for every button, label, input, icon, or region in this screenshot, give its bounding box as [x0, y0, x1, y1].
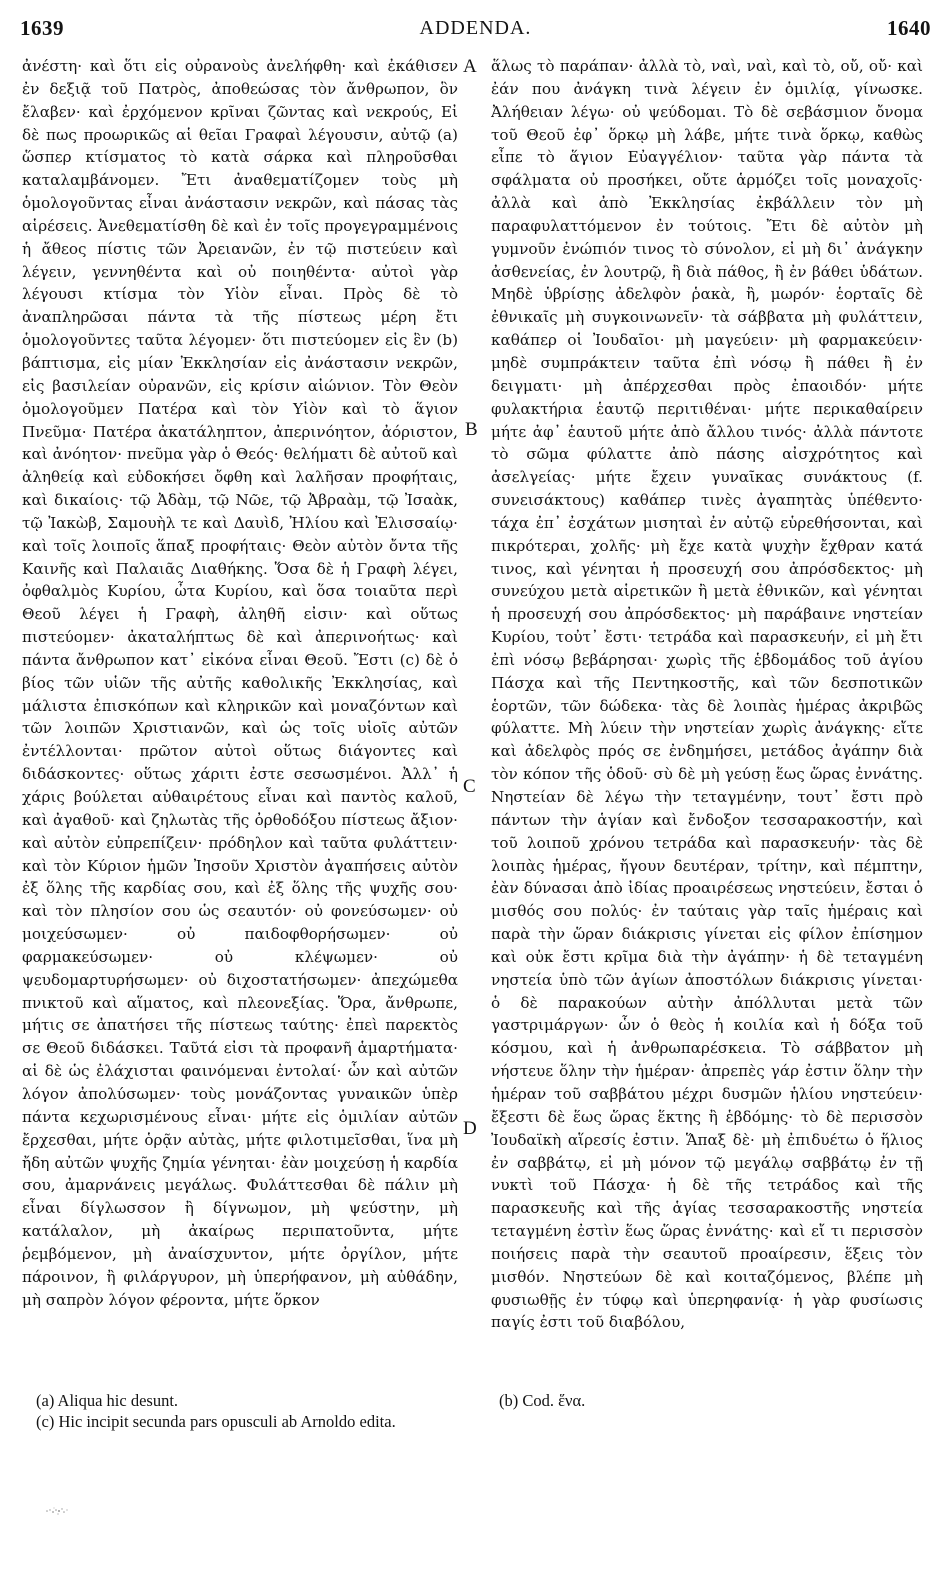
- section-marker-a: A: [463, 56, 477, 77]
- footnote-b: (b) Cod. ἕνα.: [499, 1391, 586, 1410]
- page-header: [20, 16, 931, 46]
- footnotes: [36, 1390, 916, 1432]
- section-marker-c: C: [463, 776, 476, 797]
- footnote-row-2: [36, 1411, 916, 1432]
- right-column-text: ἅλως τὸ παράπαν· ἀλλὰ τὸ, ναὶ, ναὶ, καὶ τὸ, οὔ, οὔ· καὶ ἐάν που ἀνάγκη τινὰ λέγειν ἐν ὁμιλίᾳ, γίνωσκε. Ἀλήθειαν λέγω· οὐ ψεύδομαι. Τὸ δὲ σεβάσμιον ὄνομα τοῦ Θεοῦ ἐφ᾽ ὅρκῳ μὴ λάβε, μήτε τινὰ ὅρκῳ, καθὼς εἶπε τὸ ἅγιον Εὐαγγέλιον· ταῦτα γὰρ πάντα τὰ σφάλματα οὐ προσήκει, οὔτε ἁρμόζει τοῖς μοναχοῖς· ἀλλὰ καὶ ἀπὸ Ἐκκλησίας ἐκβάλλειν τὸν μὴ παραφυλαττόμενον ἐν τούτοις. Ἔτι δὲ αὐτὸν μὴ γυμνοῦν ἐνώπιόν τινος τὸ σύνολον, εἰ μὴ δι᾽ ἀνάγκην ἀσθενείας, ἐν λουτρῷ, ἢ διὰ πάθος, ἢ ἐν βάθει ὑδάτων. Μηδὲ ὑβρίσῃς ἀδελφὸν ῥακὰ, ἢ, μωρόν· ἑορταῖς δὲ ἐθνικαῖς μὴ συγκοινωνεῖν· τὰ σάββατα μὴ φυλάττειν, καθάπερ οἱ Ἰουδαῖοι· μὴ μαγεύειν· μὴ φαρμακεύειν· μηδὲ συμπράκτειν ταῦτα ἐπὶ νόσῳ ἢ πάθει ἢ ἐν δειγματι· μὴ ἀπέρχεσθαι πρὸς ἐπαοιδόν· μήτε φυλακτήρια ἑαυτῷ περιτιθέναι· μήτε περικαθαίρειν μήτε ἀφ᾽ ἑαυτοῦ μήτε ἀπὸ ἄλλου τινός· ἀλλὰ πάντοτε τὸ σῶμα φύλαττε ἀπὸ πάσης αἰσχρότητος καὶ ἀσελγείας· μήτε ἔχειν γυναῖκας συνάκτους (f. συνεισάκτους) καθάπερ τινὲς ἀγαπητὰς ὑπέθεντο· τάχα ἐπ᾽ ἐσχάτων μισηταὶ ἐν αὐτῷ εὑρεθήσονται, καὶ πικρότεραι, χολῆς· μὴ ἔχε κατὰ ψυχὴν ἔχθραν κατά τινος, καὶ γένηται ἡ προσευχή σου ἀπρόσδεκτος· μὴ συνεύχου μετὰ αἱρετικῶν ἢ μετὰ ἐθνικῶν, καὶ γένηται ἡ προσευχή σου ἀπρόσδεκτος· μὴ παράβαινε νηστείαν Κυρίου, τοὐτ᾽ ἔστι· τετράδα καὶ παρασκευήν, εἰ μὴ ἔτι ἐπὶ νόσῳ βεβάρησαι· χωρὶς τῆς ἑβδομάδος τοῦ ἁγίου Πάσχα καὶ τῆς Πεντηκοστῆς, καὶ τῶν δεσποτικῶν ἑορτῶν, τῶν δώδεκα· τὰς δὲ λοιπὰς ἡμέρας ἀκριβῶς φύλαττε. Μὴ λύειν τὴν νηστείαν χωρὶς ἀνάγκης· εἴτε καὶ ἀδελφὸς πρός σε ἐνδημήσει, μετάδος ἀγάπην διὰ τὸν κόπον τῆς ὁδοῦ· σὺ δὲ μὴ γεύσῃ ἕως ὥρας ἐννάτης. Νηστείαν δὲ λέγω τὴν τεταγμένην, τουτ᾽ ἔστι πρὸ πάντων τὴν ἁγίαν καὶ ἔνδοξον τεσσαρακοστήν, καὶ τοῦ λοιποῦ χρόνου τετράδα καὶ παρασκευήν· τὰς δὲ λοιπὰς ἡμέρας, ἤγουν δευτέραν, τρίτην, καὶ πέμπτην, ἐὰν δύνασαι ἀπὸ ἰδίας προαιρέσεως νηστεύειν, ἔσται ὁ μισθός σου πολύς· ἐν ταύταις γὰρ ταῖς ἡμέραις καὶ παρὰ τὴν ὥραν διάκρισις γίνεται εἰς φίλον ἐπίσημον καὶ οὐκ ἔστι κρῖμα διὰ τὴν ἀγάπην· ἡ δὲ τεταγμένη νηστεία ὑπὸ τῶν ἁγίων ἀποστόλων διάκρισις γίνεται· ὁ δὲ παρακούων αὐτὴν ἀπόλλυται μετὰ τῶν γαστριμάργων· ὧν ὁ θεὸς ἡ κοιλία καὶ ἡ δόξα τοῦ κόσμου, καὶ ἡ ἀνθρωπαρέσκεια. Τὸ σάββατον μὴ νήστευε ὅλην τὴν ἡμέραν· ἀπρεπὲς γάρ ἐστιν ὅλην τὴν ἡμέραν τοῦ σαββάτου μέχρι δυσμῶν ἡλίου νηστεύειν· ἔξεστι δὲ ἕως ὥρας ἕκτης ἢ ἑβδόμης· τὸ δὲ περισσὸν Ἰουδαϊκὴ αἵρεσίς ἐστιν. Ἅπαξ δὲ· μὴ ἐπιδυέτω ὁ ἥλιος ἐν σαββάτῳ, εἰ μὴ μόνον τῷ μεγάλῳ σαββάτῳ ἐν τῇ νυκτὶ τοῦ Πάσχα· ἡ δὲ τῆς τετράδος καὶ τῆς παρασκευῆς καὶ τῆς ἁγίας τεσσαρακοστῆς νηστεία τεταγμένη ἐστὶν ἕως ὥρας ἐννάτης· καὶ εἴ τι περισσὸν ποιήσεις παρὰ τὴν σεαυτοῦ προαίρεσιν, ἕξεις τὸν μισθόν. Νηστεύων δὲ καὶ κοιταζόμενος, βλέπε μὴ φυσιωθῇς ἐν τύφῳ καὶ ὑπερηφανίᾳ· ἡ γὰρ φυσίωσις παγίς ἐστι τοῦ διαβόλου,: [491, 57, 923, 1332]
- left-column: [22, 55, 458, 1377]
- section-marker-d: D: [463, 1118, 477, 1139]
- footnote-c: (c) Hic incipit secunda pars opusculi ab Arnoldo edita.: [36, 1412, 396, 1431]
- right-column: [491, 55, 923, 1377]
- footnote-row-1: [36, 1390, 916, 1411]
- page-number-left: 1639: [20, 16, 64, 40]
- running-title: ADDENDA.: [419, 17, 532, 39]
- ink-smudge: [44, 1505, 70, 1517]
- footnote-a: (a) Aliqua hic desunt.: [36, 1391, 179, 1410]
- left-column-text: ἀνέστη· καὶ ὅτι εἰς οὐρανοὺς ἀνελήφθη· καὶ ἐκάθισεν ἐν δεξιᾷ τοῦ Πατρὸς, ἀποθεώσας τὸν ἄνθρωπον, ὃν ἔλαβεν· καὶ ἐρχόμενον κρῖναι ζῶντας καὶ νεκρούς, Εἰ δὲ πως προωρικῶς αἱ θεῖαι Γραφαὶ λέγουσιν, αὐτῷ (a) ὥσπερ κτίσματος τὸ κατὰ σάρκα καὶ πληροῦσθαι καταλαμβάνομεν. Ἔτι ἀναθεματίζομεν τοὺς μὴ ὁμολογοῦντας εἶναι ἀνάστασιν νεκρῶν, καὶ πάσας τὰς αἱρέσεις. Ἀνεθεματίσθη δὲ καὶ ἐν τοῖς προγεγραμμένοις ἡ ἄθεος πίστις τῶν Ἀρειανῶν, ἐν τῷ πιστεύειν καὶ λέγειν, γεννηθέντα καὶ οὐ ποιηθέντα· αὐτοὶ γὰρ λέγουσι κτίσμα τὸν Υἱὸν εἶναι. Πρὸς δὲ τὸ ἀναπληρῶσαι πάντα τὰ τῆς πίστεως μέρη ἔτι ὁμολογοῦντες ταῦτα λέγομεν· ὅτι πιστεύομεν εἰς ἓν (b) βάπτισμα, εἰς μίαν Ἐκκλησίαν εἰς ἀνάστασιν νεκρῶν, εἰς βασιλείαν οὐρανῶν, εἰς κρίσιν αἰώνιον. Τὸν Θεὸν ὁμολογοῦμεν Πατέρα καὶ τὸν Υἱὸν καὶ τὸ ἅγιον Πνεῦμα· Πατέρα ἀκατάληπτον, ἀπερινόητον, ἀόριστον, καὶ ἀνόητον· πνεῦμα γὰρ ὁ Θεός· θελήματι δὲ αὐτοῦ καὶ ἀληθείᾳ καὶ εὐδοκήσει ὄφθη καὶ λαλῆσαν προφήταις, καὶ δικαίοις· τῷ Ἀδὰμ, τῷ Νῶε, τῷ Ἀβραὰμ, τῷ Ἰσαὰκ, τῷ Ἰακὼβ, Σαμουὴλ τε καὶ Δαυὶδ, Ἠλίου καὶ Ἐλισσαίῳ· καὶ τοῖς λοιποῖς ἅπαξ προφήταις· Θεὸν αὐτὸν ὄντα τῆς Καινῆς καὶ Παλαιᾶς Διαθήκης. Ὅσα δὲ ἡ Γραφὴ λέγει, ὀφθαλμὸς Κυρίου, ὦτα Κυρίου, καὶ ὅσα τοιαῦτα περὶ Θεοῦ λέγει ἡ Γραφὴ, ἀληθῆ εἰσιν· καὶ οὕτως πιστεύομεν· ἀκαταλήπτως δὲ καὶ ἀπερινοήτως· καὶ πάντα ἄνθρωπον κατ᾽ εἰκόνα εἶναι Θεοῦ. Ἔστι (c) δὲ ὁ βίος τῶν υἱῶν τῆς αὐτῆς καθολικῆς Ἐκκλησίας, καὶ μάλιστα ἐπισκόπων καὶ κληρικῶν καὶ μοναζόντων καὶ τῶν λοιπῶν Χριστιανῶν, καὶ ὡς τοῖς υἱοῖς αὐτῶν ἐντέλλονται· πρῶτον αὐτοὶ οὕτως διάγοντες καὶ διδάσκοντες· οὕτως χάριτι ἐστε σεσωσμένοι. Ἀλλ᾽ ἡ χάρις βούλεται αὐθαιρέτους εἶναι καὶ παντὸς καλοῦ, καὶ ἀγαθοῦ· καὶ ζηλωτὰς τῆς ὀρθοδόξου πίστεως ἄξιον· καὶ αὐτὸν εὐπρεπίζειν· πρόδηλον καὶ ταῦτα φυλάττειν· καὶ τὸν Κύριον ἡμῶν Ἰησοῦν Χριστὸν ἀγαπήσεις αὐτὸν ἐξ ὅλης τῆς καρδίας σου, καὶ ἐξ ὅλης τῆς ψυχῆς σου· καὶ τὸν πλησίον σου ὡς σεαυτόν· οὐ φονεύσωμεν· οὐ μοιχεύσωμεν· οὐ παιδοφθορήσωμεν· οὐ φαρμακεύσωμεν· οὐ κλέψωμεν· οὐ ψευδομαρτυρήσωμεν· οὐ διχοστατήσωμεν· ἀπεχώμεθα πνικτοῦ καὶ αἵματος, καὶ πλεονεξίας. Ὅρα, ἄνθρωπε, μήτις σε ἀπατήσει τῆς πίστεως ταύτης· ἐπεὶ παρεκτὸς σε Θεοῦ διδάσκει. Ταῦτά εἰσι τὰ προφανῆ ἁμαρτήματα· αἱ δὲ ὡς ἐλάχισται φαινόμεναι ἐντολαί· ὧν καὶ αὐτῶν λόγον ἀπολύσωμεν· τοὺς μονάζοντας γυναικῶν ὑπὲρ πάντα κεχωρισμένους εἶναι· μήτε εἰς ὁμιλίαν αὐτῶν ἔρχεσθαι, μήτε ὁρᾷν αὐτὰς, μήτε φιλοτιμεῖσθαι, ἵνα μὴ ἤδη αὐτῶν ψυχῆς ζημία γένηται· ἐὰν μοιχεύσῃ ἡ καρδία σου, ἀμαρνάνεις μεγάλως. Φυλάττεσθαι δὲ πάλιν μὴ εἶναι δίγλωσσον ἢ δίγνωμον, μὴ ψεύστην, μὴ κατάλαλον, μὴ ἀκαίρως περιπατοῦντα, μήτε ῥεμβόμενον, μὴ ἀναίσχυντον, μήτε ὀργίλον, μήτε πάροινον, ἢ φιλάργυρον, μὴ ὑπερήφανον, μὴ αὐθάδην, μὴ σαπρὸν λόγον φέροντα, μήτε ὅρκον: [22, 57, 458, 1309]
- page-number-right: 1640: [887, 16, 931, 40]
- section-marker-b: B: [465, 419, 478, 440]
